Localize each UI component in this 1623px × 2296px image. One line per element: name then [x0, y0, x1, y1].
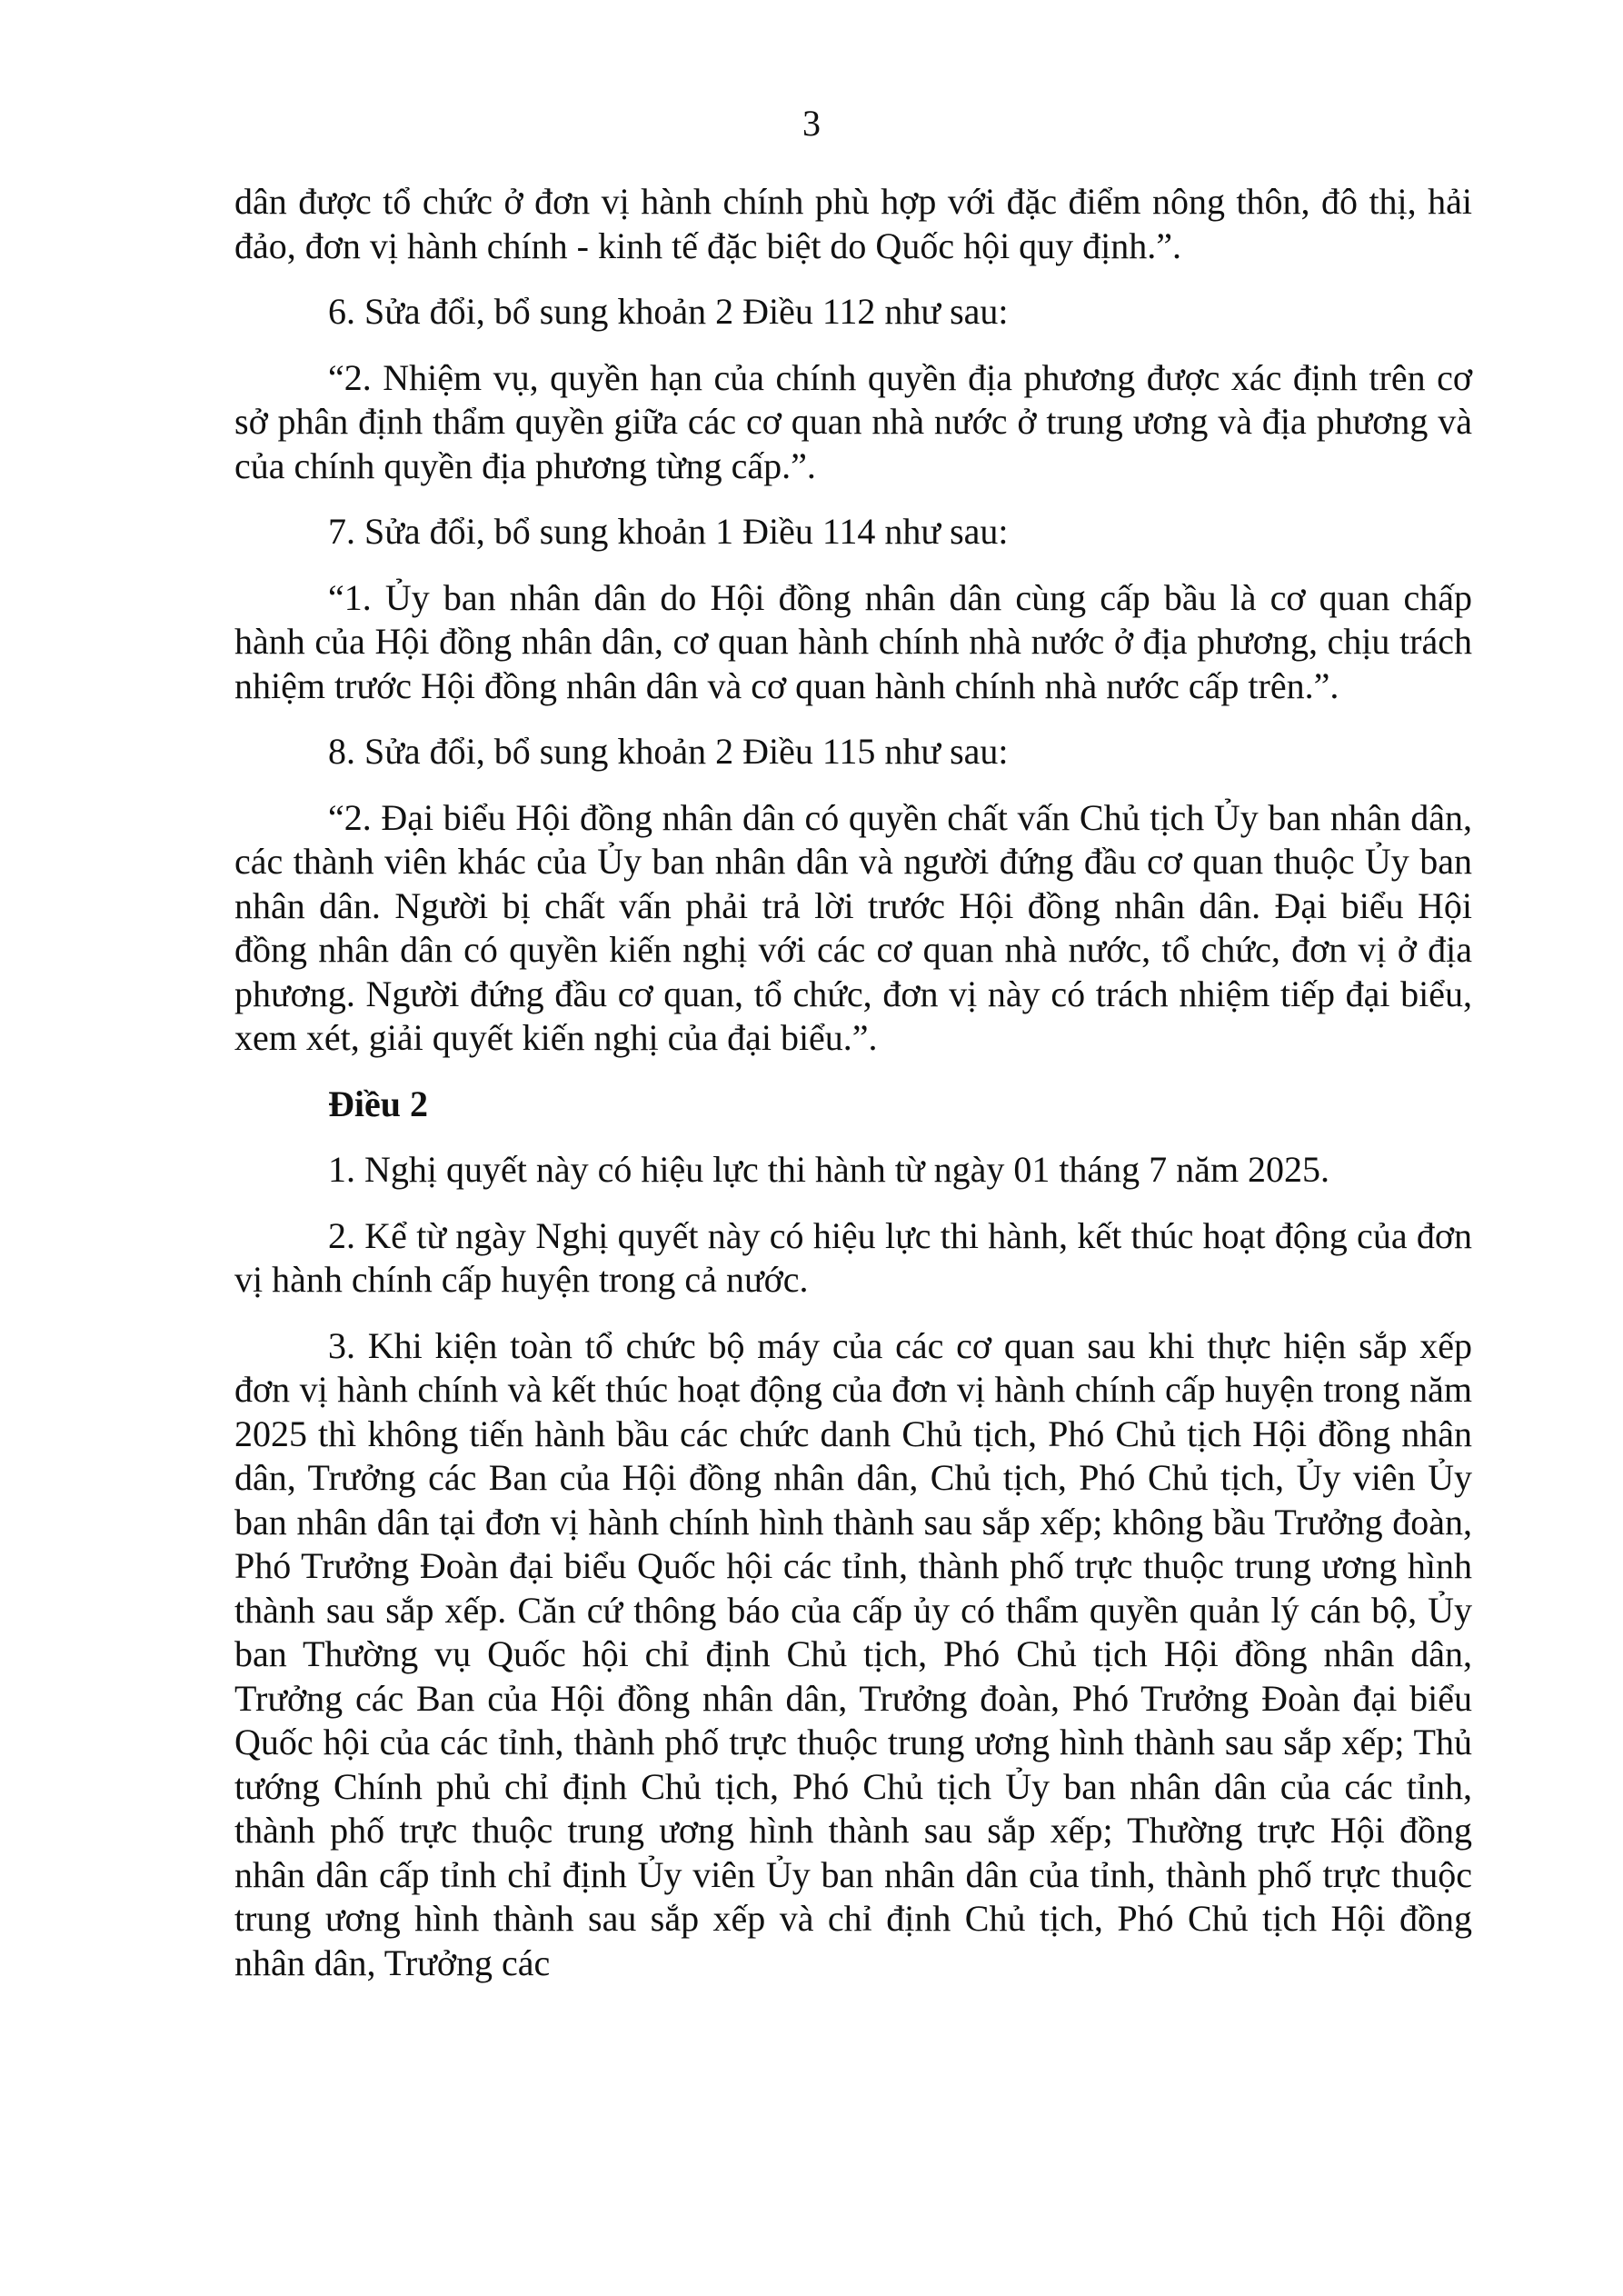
amendment-text-6: “2. Nhiệm vụ, quyền hạn của chính quyền địa phương được xác định trên cơ sở phân định thẩm quyền giữa các cơ quan nhà nước ở trung ương và địa phương và của chính quyền địa phương từng cấp.”.	[234, 356, 1472, 486]
article-2-clause-3: 3. Khi kiện toàn tổ chức bộ máy của các cơ quan sau khi thực hiện sắp xếp đơn vị hành chính và kết thúc hoạt động của đơn vị hành chính cấp huyện trong năm 2025 thì không tiến hành bầu các chức danh Chủ tịch, Phó Chủ tịch Hội đồng nhân dân, Trưởng các Ban của Hội đồng nhân dân, Chủ tịch, Phó Chủ tịch, Ủy viên Ủy ban nhân dân tại đơn vị hành chính hình thành sau sắp xếp; không bầu Trưởng đoàn, Phó Trưởng Đoàn đại biểu Quốc hội các tỉnh, thành phố trực thuộc trung ương hình thành sau sắp xếp. Căn cứ thông báo của cấp ủy có thẩm quyền quản lý cán bộ, Ủy ban Thường vụ Quốc hội chỉ định Chủ tịch, Phó Chủ tịch Hội đồng nhân dân, Trưởng các Ban của Hội đồng nhân dân, Trưởng đoàn, Phó Trưởng Đoàn đại biểu Quốc hội của các tỉnh, thành phố trực thuộc trung ương hình thành sau sắp xếp; Thủ tướng Chính phủ chỉ định Chủ tịch, Phó Chủ tịch Ủy ban nhân dân của các tỉnh, thành phố trực thuộc trung ương hình thành sau sắp xếp; Thường trực Hội đồng nhân dân cấp tỉnh chỉ định Ủy viên Ủy ban nhân dân của tỉnh, thành phố trực thuộc trung ương hình thành sau sắp xếp và chỉ định Chủ tịch, Phó Chủ tịch Hội đồng nhân dân, Trưởng các	[234, 1324, 1472, 1983]
article-2-clause-1: 1. Nghị quyết này có hiệu lực thi hành từ ngày 01 tháng 7 năm 2025.	[328, 1149, 1330, 1190]
article-2-clause-2: 2. Kể từ ngày Nghị quyết này có hiệu lực thi hành, kết thúc hoạt động của đơn vị hành chính cấp huyện trong cả nước.	[234, 1214, 1472, 1300]
article-2-heading: Điều 2	[328, 1083, 428, 1124]
amendment-item-8: 8. Sửa đổi, bổ sung khoản 2 Điều 115 như sau:	[328, 731, 1009, 772]
paragraph-continuation: dân được tổ chức ở đơn vị hành chính phù hợp với đặc điểm nông thôn, đô thị, hải đảo, đơn vị hành chính - kinh tế đặc biệt do Quốc hội quy định.”.	[234, 181, 1472, 266]
amendment-item-7: 7. Sửa đổi, bổ sung khoản 1 Điều 114 như sau:	[328, 511, 1009, 552]
document-body	[234, 180, 1472, 2005]
amendment-text-7: “1. Ủy ban nhân dân do Hội đồng nhân dân cùng cấp bầu là cơ quan chấp hành của Hội đồng nhân dân, cơ quan hành chính nhà nước ở địa phương, chịu trách nhiệm trước Hội đồng nhân dân và cơ quan hành chính nhà nước cấp trên.”.	[234, 576, 1472, 706]
amendment-text-8: “2. Đại biểu Hội đồng nhân dân có quyền chất vấn Chủ tịch Ủy ban nhân dân, các thành viên khác của Ủy ban nhân dân và người đứng đầu cơ quan thuộc Ủy ban nhân dân. Người bị chất vấn phải trả lời trước Hội đồng nhân dân. Đại biểu Hội đồng nhân dân có quyền kiến nghị với các cơ quan nhà nước, tổ chức, đơn vị ở địa phương. Người đứng đầu cơ quan, tổ chức, đơn vị này có trách nhiệm tiếp đại biểu, xem xét, giải quyết kiến nghị của đại biểu.”.	[234, 796, 1472, 1058]
amendment-item-6: 6. Sửa đổi, bổ sung khoản 2 Điều 112 như sau:	[328, 291, 1009, 332]
page-number: 3	[802, 103, 821, 144]
